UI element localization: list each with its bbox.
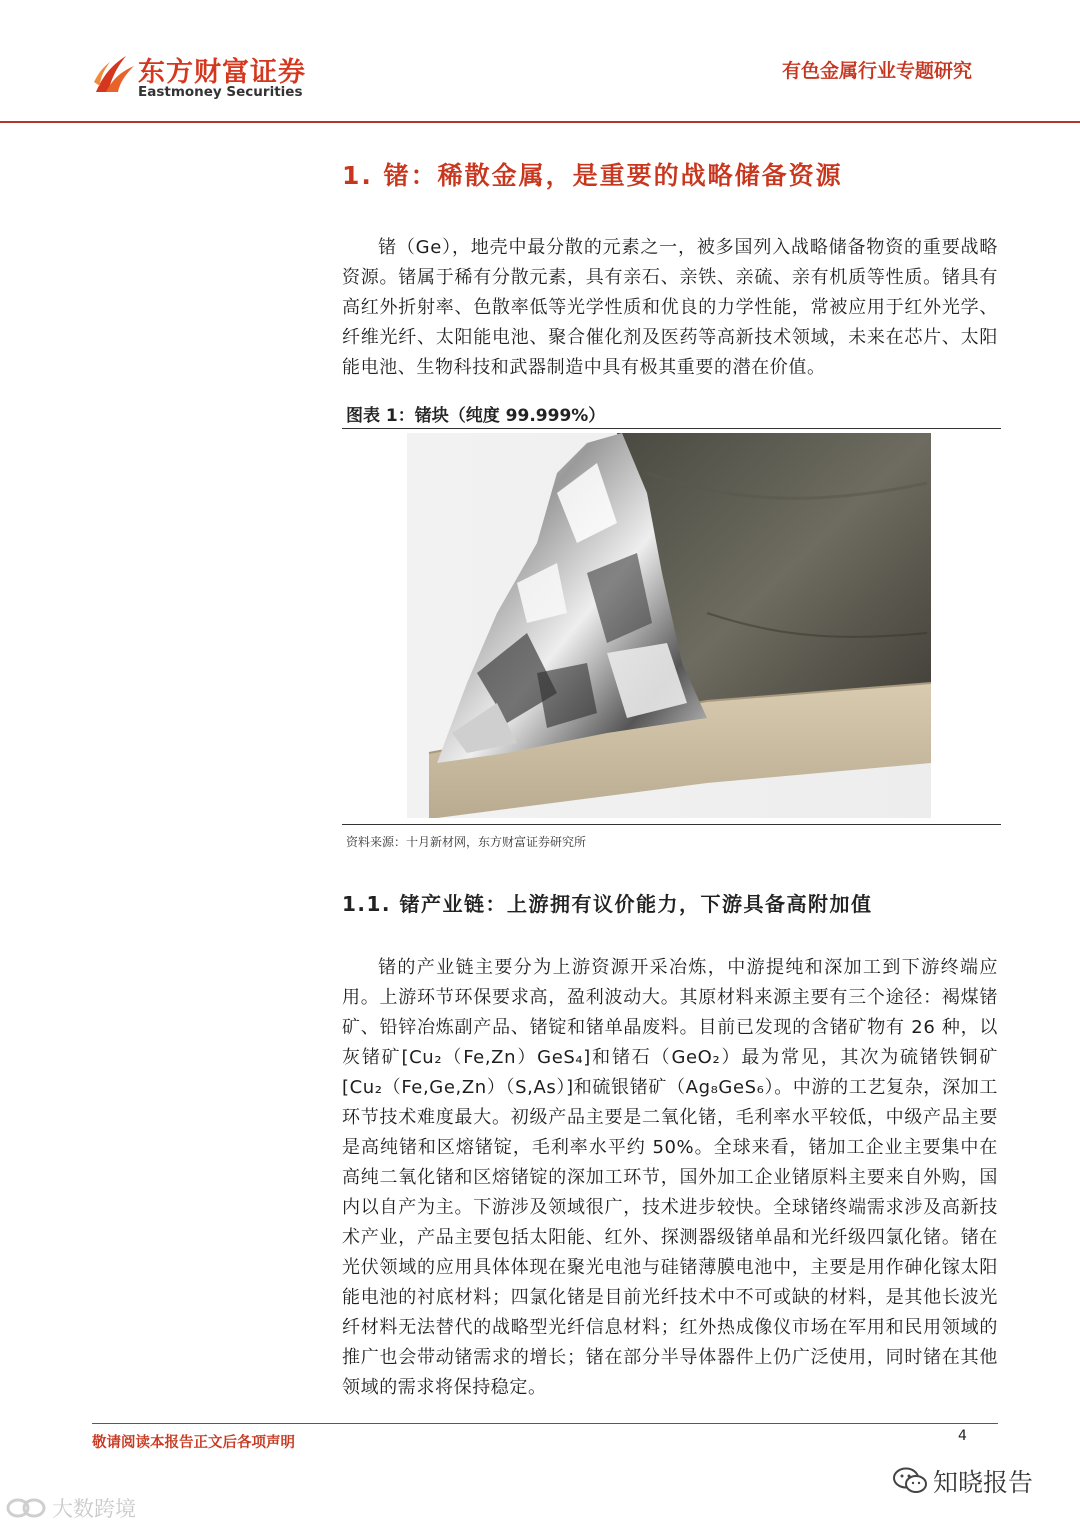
figure-1-title: 图表 1：锗块（纯度 99.999%） [346,406,606,426]
report-category-title: 有色金属行业专题研究 [781,60,972,82]
section-1-1-paragraph [342,953,998,1403]
header-divider [0,121,1080,123]
page-number: 4 [958,1428,967,1444]
watermark-right-text: 知晓报告 [933,1468,1034,1497]
wechat-icon [893,1467,927,1495]
watermark-right [893,1463,1033,1499]
eastmoney-logo-icon [92,52,136,96]
footer-divider [92,1423,998,1424]
logo-chinese-name: 东方财富证券 [138,57,306,88]
figure-bottom-rule [342,824,1001,825]
watermark-left [6,1493,136,1523]
section-1-paragraph [342,233,998,383]
figure-top-rule [342,428,1001,429]
watermark-logo-icon [6,1496,48,1520]
footer-disclaimer: 敬请阅读本报告正文后各项声明 [92,1435,295,1451]
logo-english-name: Eastmoney Securities [138,84,303,100]
watermark-left-text: 大数跨境 [52,1497,136,1521]
germanium-ingot-photo [407,433,931,818]
section-1-1-heading: 1.1. 锗产业链：上游拥有议价能力，下游具备高附加值 [342,892,873,916]
section-1-paragraph-text: 锗（Ge），地壳中最分散的元素之一，被多国列入战略储备物资的重要战略资源。锗属于稀有分散元素，具有亲石、亲铁、亲硫、亲有机质等性质。锗具有高红外折射率、色散率低等光学性质和优良的力学性能，常被应用于红外光学、纤维光纤、太阳能电池、聚合催化剂及医药等高新技术领域，未来在芯片、太阳能电池、生物科技和武器制造中具有极其重要的潜在价值。 [342,237,998,378]
section-1-heading: 1. 锗：稀散金属，是重要的战略储备资源 [342,161,843,190]
figure-source-note: 资料来源：十月新材网，东方财富证券研究所 [346,835,587,849]
section-1-1-paragraph-text: 锗的产业链主要分为上游资源开采冶炼，中游提纯和深加工到下游终端应用。上游环节环保要求高，盈利波动大。其原材料来源主要有三个途径：褐煤锗矿、铅锌冶炼副产品、锗锭和锗单晶废料。目前已发现的含锗矿物有 26 种，以灰锗矿[Cu₂（Fe,Zn）GeS₄]和锗石（GeO₂）最为常见，其次为硫锗铁铜矿[Cu₂（Fe,Ge,Zn）（S,As）]和硫银锗矿（Ag₈GeS₆）。中游的工艺复杂，深加工环节技术难度最大。初级产品主要是二氧化锗，毛利率水平较低，中级产品主要是高纯锗和区熔锗锭，毛利率水平约 50%。全球来看，锗加工企业主要集中在高纯二氧化锗和区熔锗锭的深加工环节，国外加工企业锗原料主要来自外购，国内以自产为主。下游涉及领域很广，技术进步较快。全球锗终端需求涉及高新技术产业，产品主要包括太阳能、红外、探测器级锗单晶和光纤级四氯化锗。锗在光伏领域的应用具体体现在聚光电池与硅锗薄膜电池中，主要是用作砷化镓太阳能电池的衬底材料；四氯化锗是目前光纤技术中不可或缺的材料，是其他长波光纤材料无法替代的战略型光纤信息材料；红外热成像仪市场在军用和民用领域的推广也会带动锗需求的增长；锗在部分半导体器件上仍广泛使用，同时锗在其他领域的需求将保持稳定。 [342,957,998,1398]
